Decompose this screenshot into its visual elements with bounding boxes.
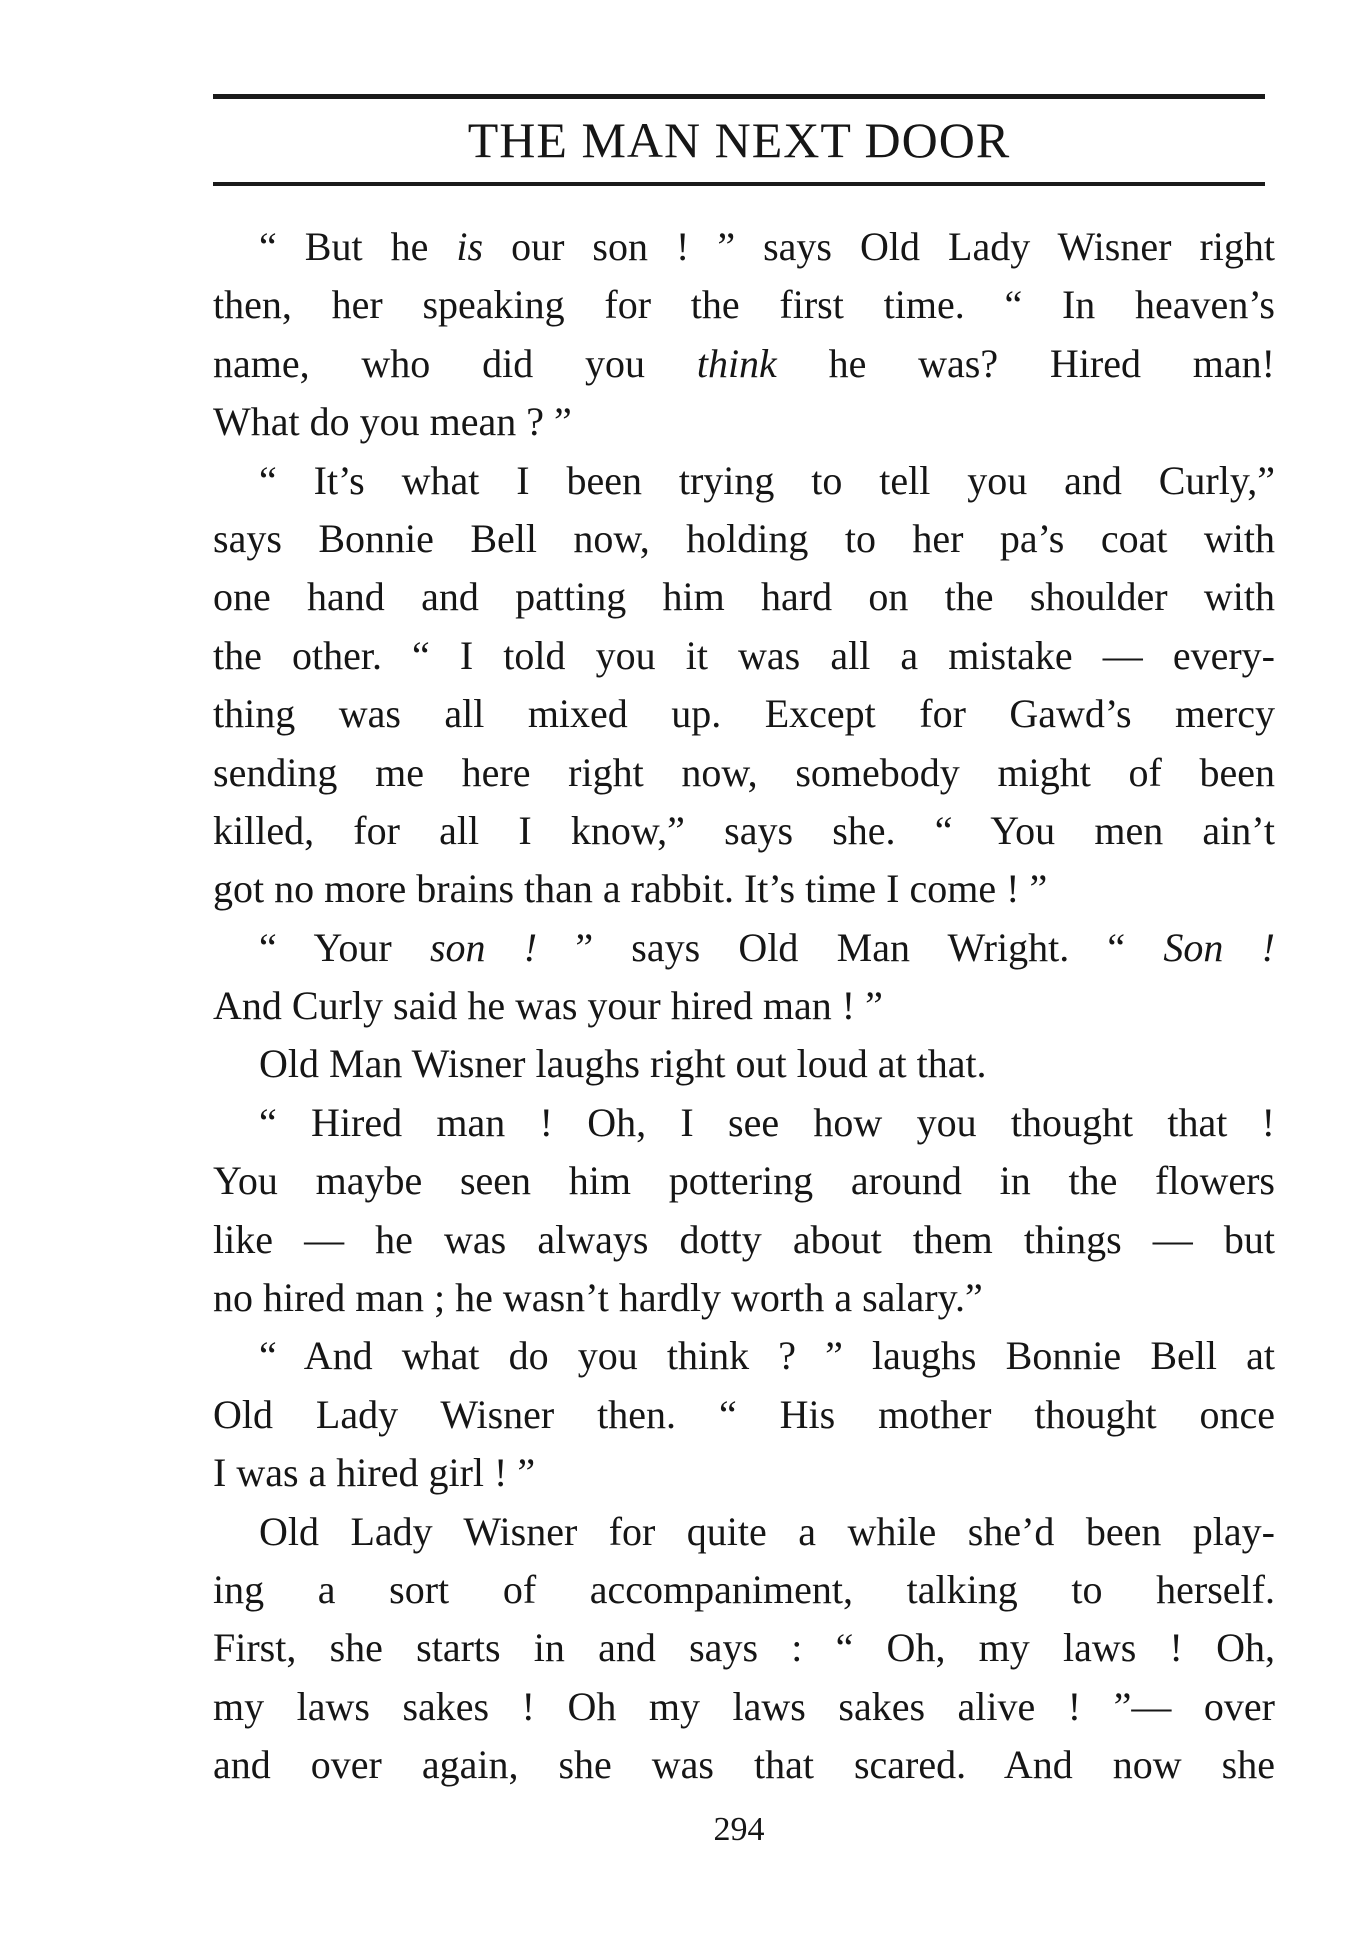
text-line: Old Lady Wisner then. “ His mother thought once — [213, 1391, 1275, 1437]
running-head: THE MAN NEXT DOOR — [467, 112, 1011, 168]
text-line: the other. “ I told you it was all a mistake — every- — [213, 632, 1275, 678]
text-line: then, her speaking for the first time. “ In heaven’s — [213, 282, 1275, 328]
text-line: First, she starts in and says : “ Oh, my laws ! Oh, — [213, 1625, 1275, 1671]
text-line: You maybe seen him pottering around in the flowers — [213, 1158, 1275, 1204]
text-line: no hired man ; he wasn’t hardly worth a salary.” — [213, 1275, 983, 1321]
page-number: 294 — [713, 1811, 765, 1848]
text-line: got no more brains than a rabbit. It’s time I come ! ” — [213, 866, 1048, 912]
text-line: “ Your son ! ” says Old Man Wright. “ Son ! — [259, 924, 1275, 970]
header-rule-top — [213, 94, 1265, 99]
text-line: What do you mean ? ” — [213, 399, 572, 445]
text-line: “ It’s what I been trying to tell you and Curly,” — [259, 457, 1275, 503]
body-text — [213, 218, 1275, 1795]
text-line: I was a hired girl ! ” — [213, 1450, 536, 1496]
text-line: thing was all mixed up. Except for Gawd’s mercy — [213, 691, 1275, 737]
text-line: “ And what do you think ? ” laughs Bonnie Bell at — [259, 1333, 1275, 1379]
text-line: “ Hired man ! Oh, I see how you thought that ! — [259, 1099, 1275, 1145]
text-line: And Curly said he was your hired man ! ” — [213, 983, 883, 1029]
text-line: ing a sort of accompaniment, talking to herself. — [213, 1566, 1275, 1612]
text-line: killed, for all I know,” says she. “ You men ain’t — [213, 807, 1275, 853]
text-line: says Bonnie Bell now, holding to her pa’s coat with — [213, 515, 1275, 561]
text-line: Old Man Wisner laughs right out loud at that. — [259, 1041, 987, 1087]
text-line: and over again, she was that scared. And now she — [213, 1742, 1275, 1788]
text-line: Old Lady Wisner for quite a while she’d been play- — [259, 1508, 1275, 1554]
text-line: name, who did you think he was? Hired man! — [213, 340, 1275, 386]
text-line: “ But he is our son ! ” says Old Lady Wisner right — [259, 224, 1275, 269]
text-line: sending me here right now, somebody might of been — [213, 749, 1275, 795]
header-rule-bottom — [213, 182, 1265, 186]
text-line: my laws sakes ! Oh my laws sakes alive ! ”— over — [213, 1683, 1275, 1729]
text-line: one hand and patting him hard on the shoulder with — [213, 574, 1275, 620]
text-line: like — he was always dotty about them things — but — [213, 1216, 1275, 1262]
